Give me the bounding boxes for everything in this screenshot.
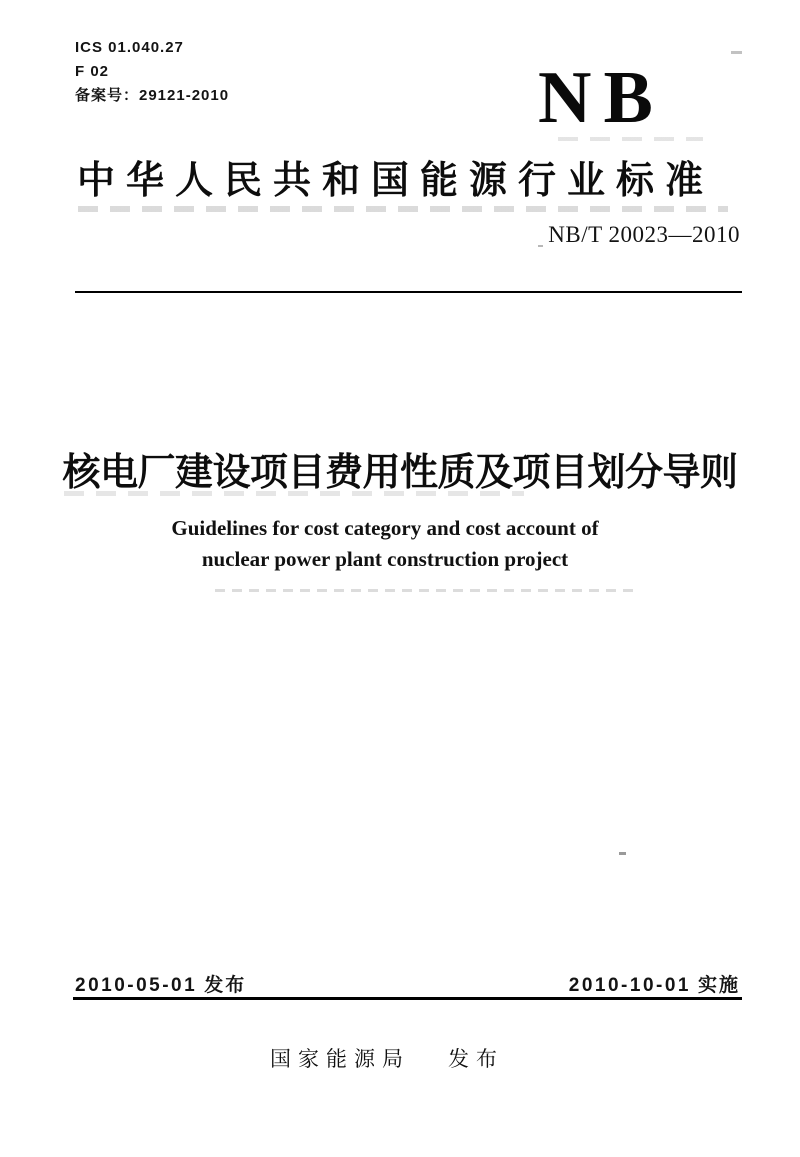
- scan-artifact: [731, 51, 742, 54]
- scan-artifact: [538, 245, 543, 247]
- implement-date-group: [569, 975, 740, 997]
- date-row: [75, 975, 740, 997]
- header-divider-line: [75, 291, 742, 293]
- scan-artifact: [78, 206, 728, 212]
- publisher-row: [0, 1047, 774, 1073]
- nb-logo: NB: [538, 57, 665, 139]
- header-meta-block: [75, 36, 229, 108]
- publisher-name: 国家能源局: [270, 1048, 410, 1071]
- ics-code: ICS 01.040.27: [75, 39, 184, 56]
- standard-number: NB/T 20023—2010: [548, 222, 740, 247]
- publish-label: 发布: [448, 1048, 504, 1071]
- implement-date: 2010-10-01: [568, 975, 691, 996]
- scan-artifact: [215, 589, 637, 592]
- title-english-line1: Guidelines for cost category and cost account of: [171, 516, 599, 540]
- classification-code: F 02: [75, 63, 110, 80]
- issue-date-group: [75, 975, 246, 997]
- scan-artifact: [558, 137, 703, 141]
- footer-divider-line: [73, 997, 742, 1000]
- scan-artifact: [64, 491, 524, 496]
- record-number: 备案号：29121-2010: [75, 87, 230, 104]
- title-english-line2: nuclear power plant construction project: [201, 547, 569, 571]
- issue-date: 2010-05-01: [75, 975, 198, 996]
- standard-type-title: 中华人民共和国能源行业标准: [77, 160, 715, 202]
- implement-action-label: 实施: [697, 975, 740, 996]
- scan-artifact: [619, 852, 626, 855]
- issue-action-label: 发布: [204, 975, 247, 996]
- title-chinese: 核电厂建设项目费用性质及项目划分导则: [62, 452, 738, 494]
- title-english: [0, 513, 770, 575]
